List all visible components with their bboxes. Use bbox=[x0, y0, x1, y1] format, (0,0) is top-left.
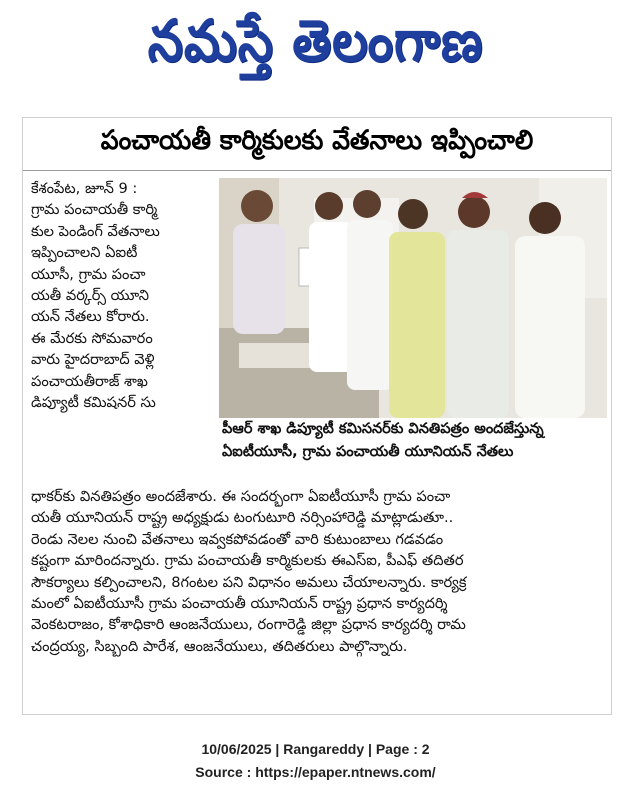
body-line: మంలో ఏఐటీయూసీ గ్రామ పంచాయతీ యూనియన్ రాష్ట్ర ప్రధాన కార్యదర్శి bbox=[31, 595, 448, 613]
news-photo bbox=[219, 178, 607, 418]
body-line: ఈ మేరకు సోమవారం bbox=[31, 329, 153, 347]
article-body-full bbox=[31, 486, 603, 657]
article-body-column bbox=[31, 178, 231, 413]
body-line: యతీ యూనియన్ రాష్ట్ర అధ్యక్షుడు టంగుటూరి నర్సింహారెడ్డి మాట్లాడుతూ.. bbox=[31, 509, 454, 527]
article-headline: పంచాయతీ కార్మికులకు వేతనాలు ఇప్పించాలి bbox=[100, 125, 534, 156]
photo-caption bbox=[219, 418, 607, 468]
body-line: వారు హైదరాబాద్ వెళ్లి bbox=[31, 351, 155, 369]
body-line: కుల పెండింగ్ వేతనాలు bbox=[31, 222, 160, 240]
body-line: యూసీ, గ్రామ పంచా bbox=[31, 265, 146, 283]
news-photo-illustration bbox=[219, 178, 607, 418]
footer-date-edition: 10/06/2025 | Rangareddy | Page : 2 bbox=[201, 741, 430, 757]
body-line: ధాకర్‌కు వినతిపత్రం అందజేశారు. ఈ సందర్భంగా ఏఐటీయూసీ గ్రామ పంచా bbox=[31, 488, 451, 505]
body-line: వెంకటరాజం, కోశాధికారి ఆంజనేయులు, రంగారెడ్డి జిల్లా ప్రధాన కార్యదర్శి రామ bbox=[31, 616, 466, 634]
body-line: చంద్రయ్య, సిబ్బంది పారేశ, ఆంజనేయులు, తదితరులు పాల్గొన్నారు. bbox=[31, 637, 408, 655]
caption-line: ఏఐటీయూసీ, గ్రామ పంచాయతీ యూనియన్ నేతలు bbox=[222, 444, 514, 460]
body-line: రెండు నెలల నుంచి వేతనాలు ఇవ్వకపోవడంతో వారి కుటుంబాలు గడవడం bbox=[31, 530, 444, 548]
masthead-title: నమస్తే తెలంగాణ bbox=[147, 7, 484, 74]
caption-line: పీఆర్ శాఖ డిప్యూటీ కమిసనర్‌కు వినతిపత్రం అందజేస్తున్న bbox=[222, 421, 544, 437]
body-line: యన్ నేతలు కోరారు. bbox=[31, 308, 150, 326]
body-line: డిప్యూటీ కమిషనర్ సు bbox=[31, 394, 156, 412]
body-line: కేశంపేట, జూన్ 9 : bbox=[31, 180, 138, 197]
body-line: పంచాయతీరాజ్ శాఖ bbox=[31, 372, 148, 390]
body-line: యతీ వర్కర్స్ యూని bbox=[31, 287, 149, 305]
body-line: ఇప్పించాలని ఏఐటీ bbox=[31, 244, 138, 262]
headline-divider bbox=[23, 170, 611, 171]
body-line: కష్టంగా మారిందన్నారు. గ్రామ పంచాయతీ కార్మికులకు ఈఎస్ఐ, పీఎఫ్ తదితర bbox=[31, 552, 464, 570]
body-line: సౌకర్యాలు కల్పించాలని, 8గంటల పని విధానం అమలు చేయాలన్నారు. కార్యక్ర bbox=[31, 573, 467, 591]
news-article bbox=[22, 117, 612, 715]
masthead bbox=[0, 0, 631, 96]
body-line: గ్రామ పంచాయతీ కార్మి bbox=[31, 201, 158, 219]
footer-source: Source : https://epaper.ntnews.com/ bbox=[195, 764, 436, 780]
page-footer bbox=[0, 738, 631, 784]
